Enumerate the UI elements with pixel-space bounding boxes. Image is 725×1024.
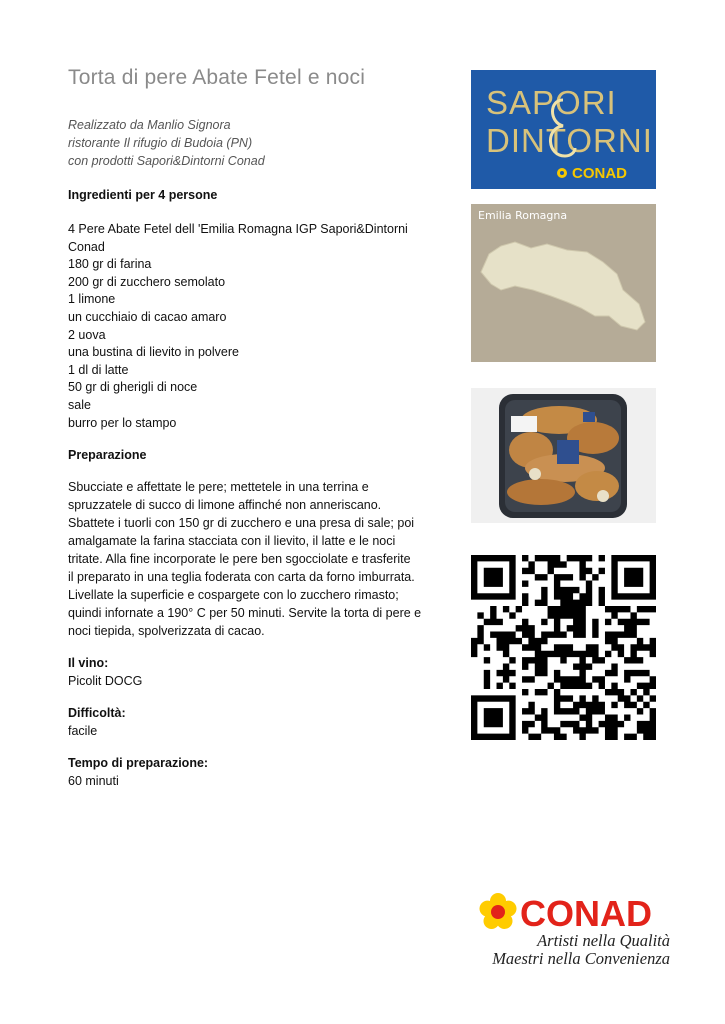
- preparation-line: Livellate la superficie e cospargete con lo zucchero rimasto;: [68, 588, 399, 603]
- ingredients-heading: Ingredienti per 4 persone: [68, 188, 218, 202]
- credit-line: con prodotti Sapori&Dintorni Conad: [68, 154, 265, 168]
- credits: [68, 116, 458, 170]
- conad-logo-graphic: [476, 888, 676, 932]
- ingredient-item: 180 gr di farina: [68, 257, 152, 272]
- qr-code-graphic: [471, 555, 656, 740]
- preparation-text: [68, 478, 458, 640]
- sapori-dintorni-logo-graphic: [471, 70, 656, 189]
- preparation-line: spruzzatele di succo di limone affinché non anneriscano.: [68, 498, 382, 513]
- ingredient-item: 1 limone: [68, 292, 116, 307]
- qr-finder-pattern: [611, 555, 656, 600]
- difficulty-value: facile: [68, 724, 98, 739]
- region-map: [471, 204, 656, 362]
- wine-label: Il vino:: [68, 656, 109, 671]
- region-map-label: Emilia Romagna: [478, 209, 568, 222]
- tagline-quality: Artisti nella Qualità: [537, 931, 670, 950]
- qr-finder-pattern: [471, 695, 516, 740]
- qr-code[interactable]: [471, 555, 656, 740]
- ingredient-item: 4 Pere Abate Fetel dell 'Emilia Romagna IGP Sapori&Dintorni: [68, 222, 408, 236]
- preparation-line: tritate. Alla fine incorporate le pere ben sgocciolate e trasferite: [68, 552, 411, 567]
- ingredient-item: 2 uova: [68, 327, 106, 342]
- preparation-line: Sbattete i tuorli con 150 gr di zucchero e una presa di sale; poi: [68, 516, 415, 531]
- ingredient-item: Conad: [68, 239, 105, 254]
- ingredient-item: burro per lo stampo: [68, 415, 177, 430]
- logo-line1: SAPORI: [486, 84, 617, 121]
- qr-finder-pattern: [471, 555, 516, 600]
- ingredients-list: [68, 221, 458, 432]
- preparation-line: Sbucciate e affettate le pere; mettetele in una terrina e: [68, 480, 369, 495]
- difficulty-label: Difficoltà:: [68, 706, 126, 721]
- recipe-content: [68, 66, 458, 790]
- prep-time-section: [68, 754, 458, 790]
- ingredient-item: 50 gr di gherigli di noce: [68, 380, 198, 395]
- ingredient-item: 1 dl di latte: [68, 362, 129, 377]
- difficulty-section: [68, 704, 458, 740]
- region-shape: [471, 204, 656, 362]
- ingredient-item: un cucchiaio di cacao amaro: [68, 309, 227, 324]
- ingredient-item: sale: [68, 397, 91, 412]
- logo-conad: CONAD: [572, 165, 627, 182]
- conad-footer-logo: [476, 888, 676, 972]
- ingredient-item: una bustina di lievito in polvere: [68, 345, 239, 360]
- credit-line: Realizzato da Manlio Signora: [68, 118, 231, 132]
- preparation-line: quindi infornate a 190° C per 50 minuti. Servite la torta di pere e: [68, 606, 422, 621]
- conad-wordmark: CONAD: [520, 893, 652, 932]
- credit-line: ristorante Il rifugio di Budoia (PN): [68, 136, 253, 150]
- tagline-convenience: Maestri nella Convenienza: [492, 949, 670, 968]
- pears-package-image: [471, 388, 656, 523]
- preparation-heading: Preparazione: [68, 448, 147, 463]
- preparation-line: amalgamate la farina stacciata con il lievito, il latte e le noci: [68, 534, 396, 549]
- product-photo: [471, 388, 656, 523]
- ingredient-item: 200 gr di zucchero semolato: [68, 274, 226, 289]
- sapori-dintorni-logo: [471, 70, 656, 189]
- recipe-title: Torta di pere Abate Fetel e noci: [68, 66, 366, 89]
- prep-time-value: 60 minuti: [68, 774, 119, 789]
- wine-section: [68, 654, 458, 690]
- conad-flower-icon: [480, 893, 517, 929]
- wine-value: Picolit DOCG: [68, 674, 143, 689]
- preparation-line: il preparato in una teglia foderata con carta da forno imburrata.: [68, 570, 415, 585]
- preparation-line: noci tiepida, spolverizzata di cacao.: [68, 624, 265, 639]
- prep-time-label: Tempo di preparazione:: [68, 756, 209, 771]
- logo-line2: DINTORNI: [486, 122, 653, 159]
